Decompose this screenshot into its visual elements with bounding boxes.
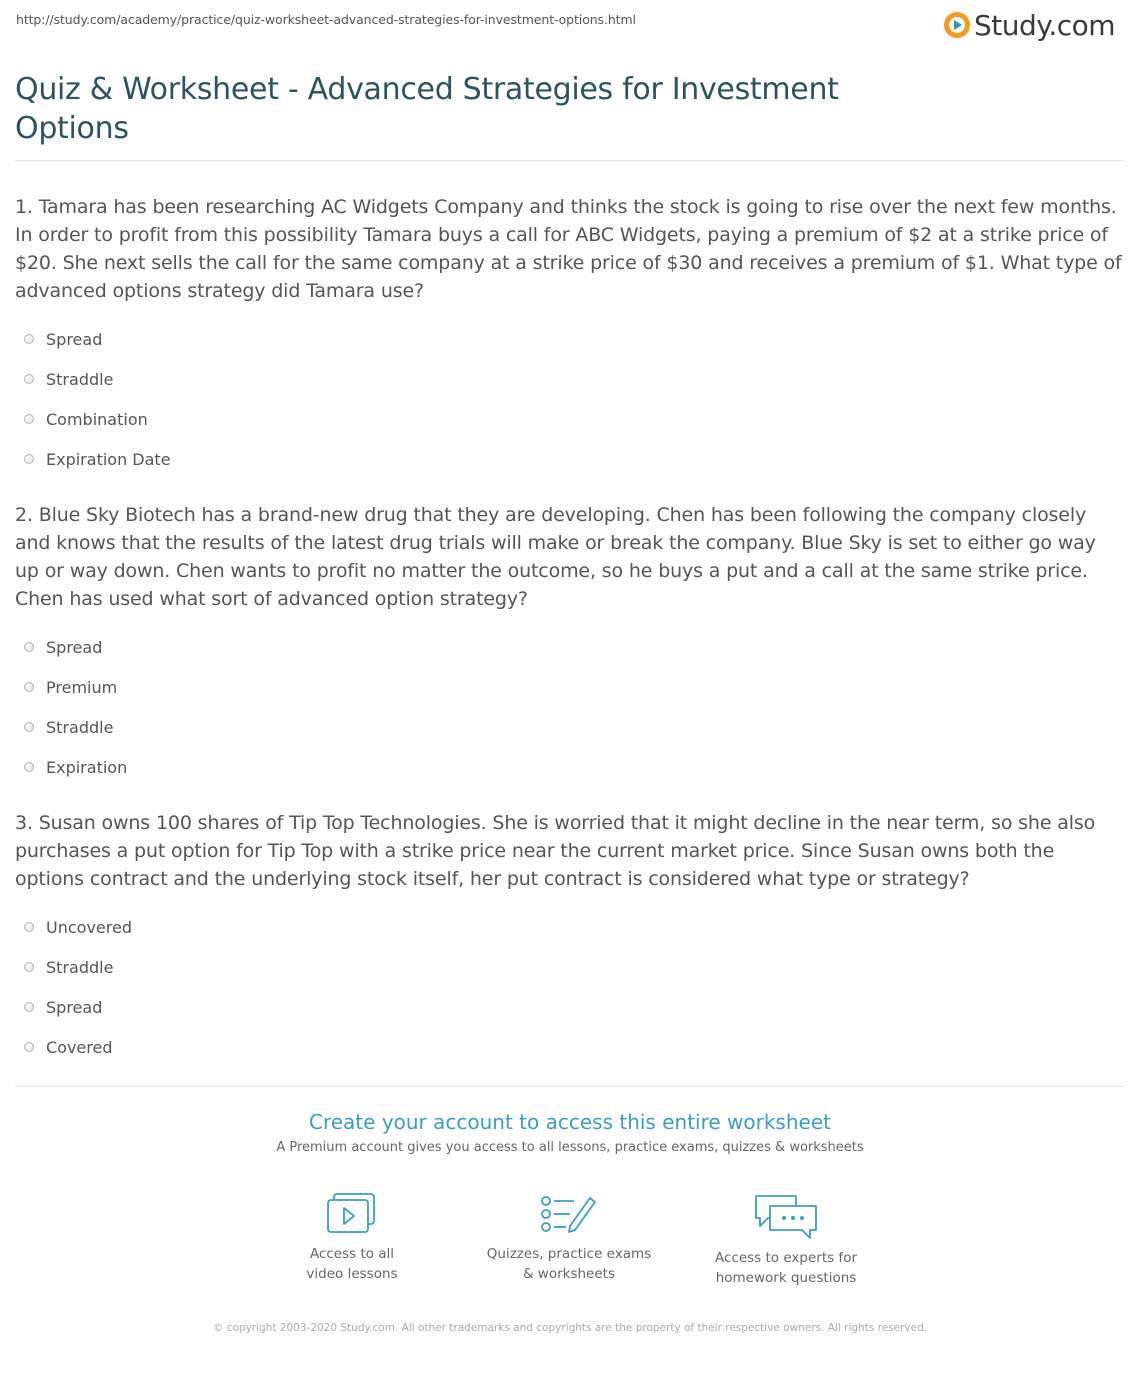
radio-button[interactable] [24, 642, 34, 652]
chat-bubbles-icon [754, 1192, 818, 1240]
question-text: 2. Blue Sky Biotech has a brand-new drug that they are developing. Chen has been following the company closely and knows that the results of the latest drug trials will make or break the company. Blue Sky is set to either go way up or way down. Chen wants to profit no matter the outcome, so he buys a put and a call at the same strike price. Chen has used what sort of advanced option strategy? [15, 504, 1096, 610]
answer-option[interactable] [15, 947, 1125, 987]
answer-option[interactable] [15, 627, 1125, 667]
page-title: Quiz & Worksheet - Advanced Strategies for Investment Options [15, 72, 839, 146]
answer-label: Uncovered [46, 917, 132, 937]
answer-label: Combination [46, 409, 148, 429]
answer-option[interactable] [15, 667, 1125, 707]
radio-button[interactable] [24, 762, 34, 772]
feature-experts [686, 1192, 886, 1288]
answer-option[interactable] [15, 707, 1125, 747]
radio-button[interactable] [24, 1002, 34, 1012]
answer-list [15, 319, 1125, 479]
cta-title[interactable]: Create your account to access this entire worksheet [309, 1110, 831, 1134]
radio-button[interactable] [24, 414, 34, 424]
answer-label: Expiration Date [46, 449, 171, 469]
question-text: 3. Susan owns 100 shares of Tip Top Technologies. She is worried that it might decline in the near term, so she also purchases a put option for Tip Top with a strike price near the current market price. Since Susan owns both the options contract and the underlying stock itself, her put contract is considered what type or strategy? [15, 812, 1096, 890]
radio-button[interactable] [24, 682, 34, 692]
radio-button[interactable] [24, 722, 34, 732]
feature-label: Access to all video lessons [306, 1246, 398, 1282]
answer-label: Straddle [46, 369, 114, 389]
radio-button[interactable] [24, 1042, 34, 1052]
answer-list [15, 907, 1125, 1067]
answer-label: Spread [46, 997, 103, 1017]
quiz-list-icon [540, 1192, 598, 1236]
study-logo[interactable] [944, 8, 1115, 42]
answer-label: Expiration [46, 757, 128, 777]
answer-option[interactable] [15, 987, 1125, 1027]
question-3 [15, 809, 1125, 1067]
answer-option[interactable] [15, 439, 1125, 479]
answer-list [15, 627, 1125, 787]
answer-option[interactable] [15, 1027, 1125, 1067]
answer-label: Spread [46, 637, 103, 657]
answer-label: Covered [46, 1037, 113, 1057]
answer-option[interactable] [15, 907, 1125, 947]
feature-label: Access to experts for homework questions [714, 1250, 857, 1286]
answer-label: Straddle [46, 717, 114, 737]
question-text: 1. Tamara has been researching AC Widgets Company and thinks the stock is going to rise over the next few months. In order to profit from this possibility Tamara buys a call for ABC Widgets, paying a premium of $2 at a strike price of $20. She next sells the call for the same company at a strike price of $30 and receives a premium of $1. What type of advanced options strategy did Tamara use? [15, 196, 1122, 302]
radio-button[interactable] [24, 922, 34, 932]
answer-option[interactable] [15, 399, 1125, 439]
feature-quizzes [469, 1192, 669, 1284]
question-2 [15, 501, 1125, 787]
radio-button[interactable] [24, 334, 34, 344]
answer-option[interactable] [15, 359, 1125, 399]
answer-label: Premium [46, 677, 118, 697]
answer-option[interactable] [15, 319, 1125, 359]
cta-divider [15, 1086, 1125, 1087]
radio-button[interactable] [24, 962, 34, 972]
answer-option[interactable] [15, 747, 1125, 787]
answer-label: Straddle [46, 957, 114, 977]
radio-button[interactable] [24, 374, 34, 384]
cta-subtitle: A Premium account gives you access to all lessons, practice exams, quizzes & worksheets [276, 1140, 864, 1155]
title-divider [15, 160, 1125, 161]
feature-video-lessons [252, 1192, 452, 1284]
logo-text: Study.com [974, 8, 1116, 42]
top-bar [0, 0, 1140, 50]
page-url: http://study.com/academy/practice/quiz-worksheet-advanced-strategies-for-investment-options.html [16, 12, 636, 27]
answer-label: Spread [46, 329, 103, 349]
study-logo-icon [944, 12, 970, 38]
question-1 [15, 193, 1125, 479]
copyright-notice: © copyright 2003-2020 Study.com. All other trademarks and copyrights are the property of their respective owners. All rights reserved. [212, 1322, 928, 1334]
feature-label: Quizzes, practice exams & worksheets [486, 1246, 652, 1282]
radio-button[interactable] [24, 454, 34, 464]
video-lessons-icon [326, 1192, 378, 1236]
